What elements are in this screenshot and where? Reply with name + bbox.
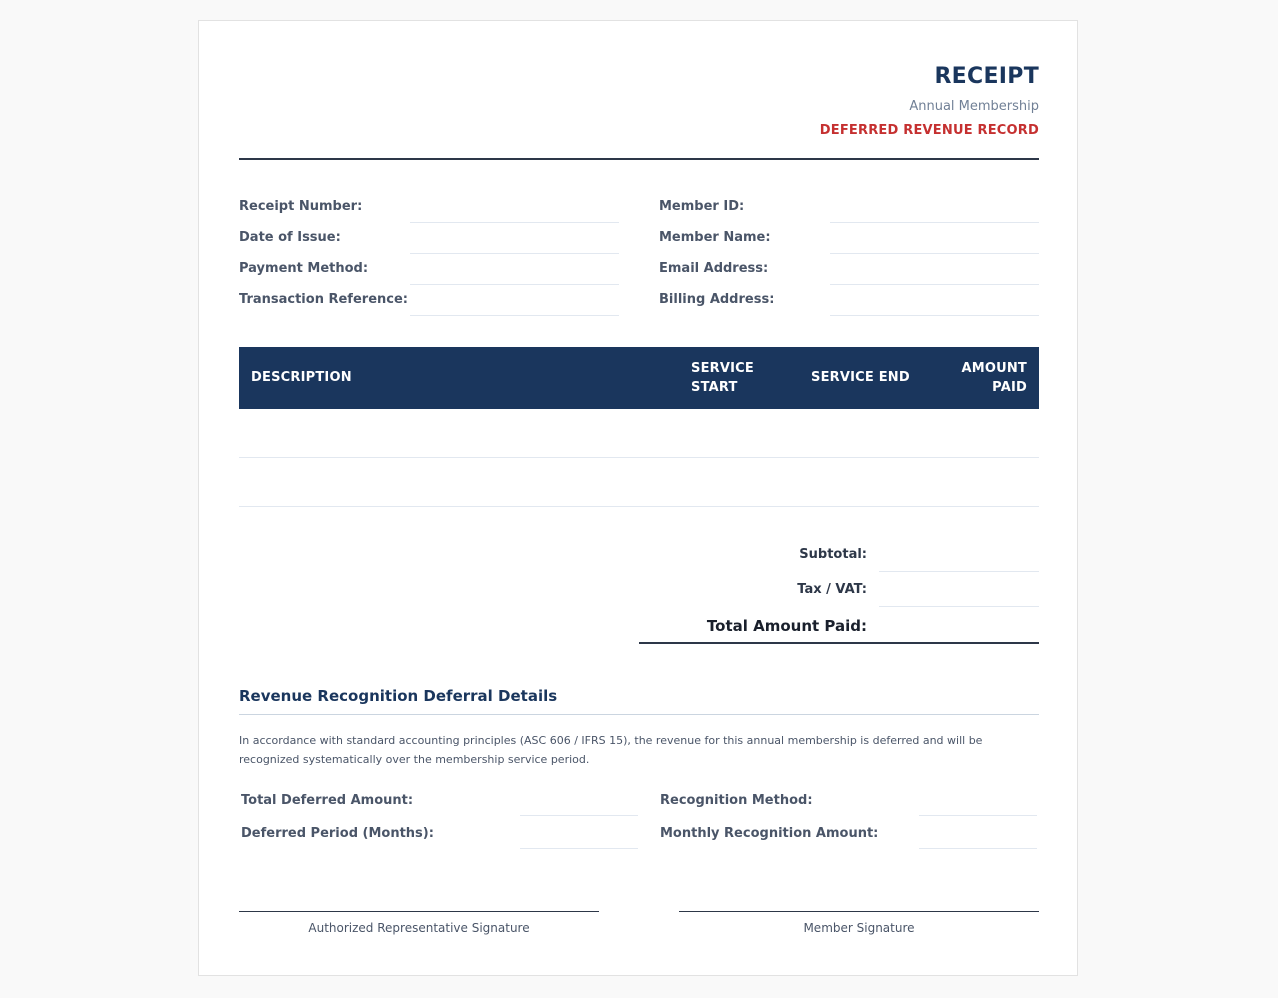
header-divider: [239, 158, 1039, 160]
date-of-issue-row: [239, 224, 619, 255]
receipt-number-row: [239, 193, 619, 224]
table-row[interactable]: [239, 506, 1039, 507]
receipt-title: RECEIPT: [934, 64, 1039, 89]
tax-label: Tax / VAT:: [797, 582, 867, 597]
deferral-note: In accordance with standard accounting principles (ASC 606 / IFRS 15), the revenue for this annual membership is deferred and will be recognized systematically over the membership service period.: [239, 734, 983, 766]
total-deferred-label: Total Deferred Amount:: [241, 793, 414, 808]
email-address-row: [659, 255, 1039, 286]
transaction-reference-row: [239, 286, 619, 317]
date-of-issue-label: Date of Issue:: [239, 230, 341, 245]
receipt-number-label: Receipt Number:: [239, 199, 363, 214]
subtotal-label: Subtotal:: [799, 547, 867, 562]
deferred-revenue-flag: DEFERRED REVENUE RECORD: [819, 123, 1039, 138]
member-signature-line[interactable]: [679, 911, 1039, 912]
payment-method-label: Payment Method:: [239, 261, 369, 276]
receipt-header: [820, 63, 1039, 139]
recognition-method-field[interactable]: [919, 815, 1037, 816]
member-name-label: Member Name:: [659, 230, 771, 245]
billing-address-row: [659, 286, 1039, 317]
member-id-field[interactable]: [830, 222, 1039, 223]
recognition-method-label: Recognition Method:: [660, 793, 813, 808]
billing-address-label: Billing Address:: [659, 292, 775, 307]
payment-method-field[interactable]: [410, 284, 619, 285]
receipt-page: [198, 20, 1078, 976]
column-service-start: SERVICE START: [691, 361, 754, 395]
deferred-period-field[interactable]: [520, 848, 638, 849]
deferral-section-divider: [239, 714, 1039, 715]
transaction-reference-field[interactable]: [410, 315, 619, 316]
tax-field[interactable]: [879, 606, 1039, 607]
monthly-amount-field[interactable]: [919, 848, 1037, 849]
receipt-info-right: [659, 193, 1039, 317]
column-service-end: SERVICE END: [811, 370, 910, 385]
member-id-row: [659, 193, 1039, 224]
monthly-amount-label: Monthly Recognition Amount:: [660, 826, 879, 841]
member-signature-label: Member Signature: [803, 921, 915, 935]
member-id-label: Member ID:: [659, 199, 745, 214]
date-of-issue-field[interactable]: [410, 253, 619, 254]
billing-address-field[interactable]: [830, 315, 1039, 316]
table-row[interactable]: [239, 457, 1039, 458]
member-name-field[interactable]: [830, 253, 1039, 254]
subtotal-field[interactable]: [879, 571, 1039, 572]
transaction-reference-label: Transaction Reference:: [239, 292, 408, 307]
column-description: DESCRIPTION: [251, 370, 352, 385]
deferred-period-label: Deferred Period (Months):: [241, 826, 434, 841]
column-amount-paid: AMOUNT PAID: [961, 361, 1027, 395]
authorized-signature-label: Authorized Representative Signature: [308, 921, 530, 935]
receipt-subtitle: Annual Membership: [909, 99, 1039, 114]
receipt-info-left: [239, 193, 619, 317]
total-deferred-field[interactable]: [520, 815, 638, 816]
member-name-row: [659, 224, 1039, 255]
total-divider: [639, 642, 1039, 644]
total-amount-label: Total Amount Paid:: [706, 617, 867, 635]
line-items-table-header: [239, 347, 1039, 409]
email-address-label: Email Address:: [659, 261, 769, 276]
payment-method-row: [239, 255, 619, 286]
email-address-field[interactable]: [830, 284, 1039, 285]
authorized-signature-line[interactable]: [239, 911, 599, 912]
receipt-number-field[interactable]: [410, 222, 619, 223]
deferral-section-title: Revenue Recognition Deferral Details: [239, 687, 558, 705]
